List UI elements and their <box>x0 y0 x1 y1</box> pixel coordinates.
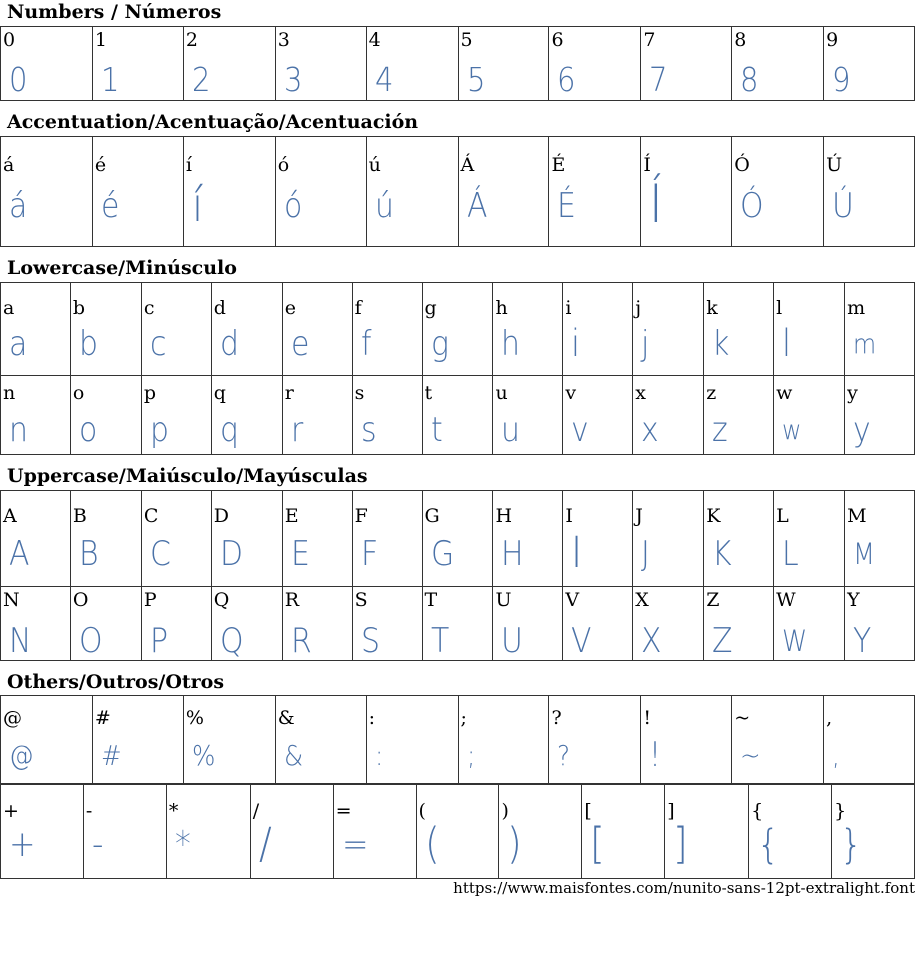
glyph-label: ~ <box>734 707 751 729</box>
glyph-sample: / <box>258 818 272 869</box>
glyph-label: i <box>565 297 572 319</box>
glyph-cell-u3b <box>459 696 550 784</box>
glyph-label: é <box>94 154 107 176</box>
glyph-cell-7 <box>641 27 732 101</box>
glyph-cell-x <box>633 375 704 455</box>
glyph-label: h <box>495 297 508 319</box>
glyph-cell-u2c <box>824 696 915 784</box>
glyph-sample: j <box>641 324 650 364</box>
glyph-cell-6 <box>549 27 641 101</box>
glyph-cell-upper-x <box>633 586 704 661</box>
glyph-label: q <box>213 382 226 404</box>
glyph-label: ; <box>460 707 467 729</box>
glyph-cell-u21 <box>641 696 732 784</box>
glyph-label: t <box>424 382 433 404</box>
glyph-label: H <box>495 505 513 527</box>
glyph-sample: É <box>557 186 577 226</box>
glyph-cell-u3a <box>367 696 459 784</box>
glyph-sample: G <box>430 534 454 574</box>
glyph-sample: H <box>501 534 524 574</box>
glyph-cell-s <box>353 375 423 455</box>
glyph-label: 1 <box>94 29 107 51</box>
glyph-cell-3 <box>276 27 367 101</box>
glyph-grid-lowercase-1 <box>0 282 915 376</box>
glyph-cell-ufa <box>367 137 459 247</box>
glyph-label: Í <box>643 154 651 176</box>
glyph-label: m <box>847 297 866 319</box>
glyph-sample: l <box>782 322 792 366</box>
glyph-label: 2 <box>185 29 198 51</box>
glyph-cell-m <box>845 283 915 376</box>
glyph-cell-5 <box>459 27 550 101</box>
glyph-cell-upper-a <box>1 491 71 587</box>
glyph-label: Z <box>706 589 720 611</box>
glyph-sample: e <box>290 324 310 364</box>
glyph-label: I <box>565 505 573 527</box>
glyph-sample: u <box>501 410 521 450</box>
glyph-sample: Í <box>649 173 664 235</box>
glyph-sample: r <box>290 410 303 450</box>
glyph-label: T <box>424 589 438 611</box>
glyph-cell-upper-j <box>633 491 704 587</box>
glyph-label: b <box>72 297 86 319</box>
glyph-sample: N <box>9 621 32 661</box>
glyph-grid-others-1 <box>0 695 915 784</box>
glyph-label: J <box>635 505 643 527</box>
glyph-cell-u <box>493 375 563 455</box>
glyph-cell-uda <box>824 137 915 247</box>
glyph-label: Q <box>213 589 230 611</box>
glyph-cell-u2d <box>84 785 167 879</box>
glyph-label: ? <box>551 707 562 729</box>
glyph-cell-upper-k <box>704 491 774 587</box>
glyph-label: Á <box>460 154 475 176</box>
glyph-sample: 4 <box>374 60 394 99</box>
glyph-cell-u2b <box>1 785 84 879</box>
glyph-label: / <box>252 800 260 822</box>
glyph-sample: % <box>191 739 216 772</box>
glyph-cell-l <box>774 283 845 376</box>
glyph-sample: 8 <box>740 60 759 99</box>
glyph-label: 9 <box>826 29 839 51</box>
glyph-sample: 1 <box>100 60 120 99</box>
glyph-sample: t <box>430 410 443 450</box>
glyph-sample: b <box>78 324 98 364</box>
glyph-sample: 6 <box>557 60 576 99</box>
glyph-label: & <box>277 707 295 729</box>
glyph-cell-u26 <box>276 696 367 784</box>
glyph-sample: { <box>757 821 780 868</box>
glyph-label: 0 <box>3 29 16 51</box>
glyph-cell-u7b <box>749 785 832 879</box>
glyph-sample: á <box>9 186 28 226</box>
glyph-sample: k <box>712 324 730 364</box>
glyph-sample: m <box>853 329 877 361</box>
glyph-label: Ú <box>826 154 843 176</box>
glyph-sample: L <box>782 534 799 574</box>
glyph-sample: @ <box>9 739 34 772</box>
glyph-label: = <box>335 800 352 822</box>
glyph-sample: U <box>501 621 524 661</box>
glyph-sample: z <box>712 410 728 450</box>
glyph-cell-upper-z <box>704 586 774 661</box>
glyph-sample: ú <box>374 186 394 226</box>
glyph-label: N <box>3 589 20 611</box>
glyph-sample: p <box>149 410 169 450</box>
glyph-sample: + <box>9 824 36 865</box>
glyph-label: f <box>354 297 362 319</box>
glyph-label: l <box>776 297 783 319</box>
glyph-cell-upper-h <box>493 491 563 587</box>
glyph-cell-u40 <box>1 696 93 784</box>
glyph-label: R <box>284 589 299 611</box>
glyph-cell-4 <box>367 27 459 101</box>
glyph-sample: D <box>219 534 243 574</box>
glyph-label: y <box>847 382 858 404</box>
glyph-cell-u3f <box>549 696 641 784</box>
glyph-grid-uppercase-1 <box>0 490 915 587</box>
glyph-label: s <box>354 382 365 404</box>
glyph-cell-q <box>212 375 283 455</box>
glyph-cell-j <box>633 283 704 376</box>
glyph-sample: ) <box>507 818 523 869</box>
glyph-sample: 5 <box>466 60 486 99</box>
glyph-sample: s <box>360 410 377 450</box>
glyph-cell-u28 <box>417 785 500 879</box>
glyph-sample: [ <box>590 818 606 869</box>
glyph-cell-g <box>423 283 494 376</box>
glyph-sample: A <box>9 534 30 574</box>
glyph-cell-u5d <box>665 785 749 879</box>
glyph-cell-u29 <box>499 785 582 879</box>
glyph-label: v <box>565 382 577 404</box>
glyph-cell-ued <box>184 137 276 247</box>
glyph-sample: w <box>782 415 802 447</box>
glyph-label: e <box>284 297 296 319</box>
glyph-cell-u25 <box>184 696 276 784</box>
glyph-sample: W <box>782 624 808 658</box>
glyph-label: a <box>3 297 15 319</box>
glyph-label: c <box>143 297 155 319</box>
glyph-label: @ <box>3 707 22 729</box>
glyph-cell-u2f <box>251 785 334 879</box>
glyph-cell-8 <box>732 27 824 101</box>
glyph-label: x <box>635 382 647 404</box>
glyph-cell-t <box>423 375 494 455</box>
source-url: https://www.maisfontes.com/nunito-sans-12pt-extralight.font <box>453 879 915 897</box>
glyph-label: % <box>185 707 204 729</box>
glyph-cell-0 <box>1 27 93 101</box>
glyph-label: w <box>776 382 793 404</box>
glyph-sample: ! <box>649 735 662 776</box>
glyph-cell-c <box>142 283 212 376</box>
glyph-cell-n <box>1 375 71 455</box>
glyph-cell-upper-g <box>423 491 494 587</box>
glyph-cell-ue9 <box>93 137 184 247</box>
glyph-cell-upper-i <box>563 491 633 587</box>
glyph-cell-u23 <box>93 696 184 784</box>
glyph-label: : <box>368 707 376 729</box>
glyph-cell-ue1 <box>1 137 93 247</box>
glyph-cell-w <box>774 375 845 455</box>
glyph-label: B <box>72 505 87 527</box>
glyph-sample: h <box>501 324 521 364</box>
glyph-label: k <box>706 297 718 319</box>
glyph-cell-upper-p <box>142 586 212 661</box>
glyph-cell-upper-n <box>1 586 71 661</box>
glyph-cell-upper-b <box>71 491 142 587</box>
glyph-sample: # <box>100 739 122 772</box>
glyph-cell-ud3 <box>732 137 824 247</box>
glyph-sample: ( <box>424 818 440 869</box>
glyph-cell-2 <box>184 27 276 101</box>
glyph-sample: o <box>78 410 98 450</box>
glyph-cell-u7d <box>832 785 915 879</box>
glyph-label: 4 <box>368 29 381 51</box>
glyph-label: É <box>551 154 566 176</box>
glyph-label: E <box>284 505 299 527</box>
glyph-cell-upper-l <box>774 491 845 587</box>
glyph-label: + <box>3 800 19 822</box>
glyph-label: * <box>168 800 179 822</box>
glyph-cell-b <box>71 283 142 376</box>
glyph-cell-upper-s <box>353 586 423 661</box>
glyph-cell-a <box>1 283 71 376</box>
glyph-cell-h <box>493 283 563 376</box>
glyph-cell-upper-e <box>283 491 353 587</box>
glyph-label: L <box>776 505 789 527</box>
glyph-cell-upper-f <box>353 491 423 587</box>
glyph-label: M <box>847 505 867 527</box>
glyph-cell-upper-w <box>774 586 845 661</box>
glyph-cell-9 <box>824 27 915 101</box>
glyph-label: ) <box>501 800 509 822</box>
glyph-cell-f <box>353 283 423 376</box>
glyph-cell-upper-t <box>423 586 494 661</box>
glyph-sample: } <box>840 821 863 868</box>
section-title-others: Others/Outros/Otros <box>7 671 225 693</box>
glyph-cell-d <box>212 283 283 376</box>
glyph-sample: f <box>360 324 372 364</box>
glyph-label: Y <box>847 589 860 611</box>
glyph-label: D <box>213 505 229 527</box>
glyph-label: X <box>635 589 649 611</box>
glyph-grid-others-2 <box>0 784 915 879</box>
glyph-label: á <box>3 154 15 176</box>
glyph-sample: y <box>853 410 871 450</box>
glyph-label: - <box>85 800 93 822</box>
glyph-cell-upper-y <box>845 586 915 661</box>
glyph-cell-u7e <box>732 696 824 784</box>
glyph-label: U <box>495 589 512 611</box>
glyph-label: ! <box>643 707 651 729</box>
glyph-cell-o <box>71 375 142 455</box>
glyph-sample: F <box>360 534 378 574</box>
glyph-sample: Y <box>853 621 872 661</box>
glyph-label: O <box>72 589 89 611</box>
glyph-sample: g <box>430 324 449 364</box>
glyph-sample: Ú <box>832 186 855 226</box>
glyph-cell-u3d <box>334 785 417 879</box>
glyph-label: } <box>834 800 847 822</box>
glyph-cell-upper-v <box>563 586 633 661</box>
glyph-cell-v <box>563 375 633 455</box>
glyph-cell-upper-m <box>845 491 915 587</box>
glyph-cell-uc9 <box>549 137 641 247</box>
glyph-sample: O <box>78 621 103 661</box>
glyph-label: o <box>72 382 85 404</box>
glyph-sample: I <box>571 527 583 578</box>
glyph-label: u <box>495 382 508 404</box>
glyph-sample: a <box>9 324 28 364</box>
glyph-sample: & <box>283 739 303 772</box>
glyph-label: # <box>94 707 111 729</box>
glyph-label: 8 <box>734 29 747 51</box>
section-title-uppercase: Uppercase/Maiúsculo/Mayúsculas <box>7 465 368 487</box>
glyph-sample: , <box>832 739 840 772</box>
glyph-label: A <box>3 505 17 527</box>
glyph-sample: c <box>149 324 167 364</box>
glyph-grid-accentuation <box>0 136 915 247</box>
glyph-grid-lowercase-2 <box>0 375 915 455</box>
glyph-sample: 0 <box>9 60 28 99</box>
glyph-sample: Ó <box>740 186 764 226</box>
glyph-cell-z <box>704 375 774 455</box>
glyph-sample: C <box>149 534 171 574</box>
glyph-label: W <box>776 589 796 611</box>
glyph-sample: i <box>571 322 581 366</box>
glyph-label: V <box>565 589 580 611</box>
glyph-label: 3 <box>277 29 290 51</box>
glyph-label: g <box>424 297 437 319</box>
glyph-label: j <box>635 297 642 319</box>
glyph-label: ú <box>368 154 381 176</box>
glyph-label: z <box>706 382 717 404</box>
glyph-sample: = <box>341 824 369 865</box>
glyph-sample: V <box>571 621 592 661</box>
glyph-sample: q <box>219 410 239 450</box>
glyph-sample: M <box>853 537 876 571</box>
glyph-sample: é <box>100 186 120 226</box>
glyph-cell-upper-r <box>283 586 353 661</box>
glyph-cell-uc1 <box>459 137 550 247</box>
section-title-lowercase: Lowercase/Minúsculo <box>7 257 237 279</box>
glyph-sample: Q <box>219 621 244 661</box>
section-title-accentuation: Accentuation/Acentuação/Acentuación <box>7 111 419 133</box>
glyph-cell-u5b <box>582 785 665 879</box>
glyph-label: ] <box>667 800 675 822</box>
glyph-label: Ó <box>734 154 750 176</box>
glyph-sample: R <box>290 621 312 661</box>
glyph-label: [ <box>584 800 592 822</box>
glyph-label: { <box>751 800 764 822</box>
glyph-sample: Á <box>466 186 488 226</box>
glyph-label: , <box>826 707 833 729</box>
glyph-sample: S <box>360 621 380 661</box>
glyph-sample: B <box>78 534 99 574</box>
glyph-cell-upper-u <box>493 586 563 661</box>
section-title-numbers: Numbers / Números <box>7 1 222 23</box>
glyph-grid-numbers <box>0 26 915 101</box>
glyph-label: 7 <box>643 29 656 51</box>
glyph-cell-upper-o <box>71 586 142 661</box>
glyph-sample: 7 <box>649 60 668 99</box>
glyph-sample: ~ <box>740 739 761 772</box>
glyph-sample: x <box>641 410 660 450</box>
glyph-sample: ] <box>673 818 689 869</box>
glyph-cell-r <box>283 375 353 455</box>
glyph-label: F <box>354 505 368 527</box>
glyph-sample: n <box>9 410 28 450</box>
glyph-sample: 9 <box>832 60 851 99</box>
glyph-label: í <box>185 154 192 176</box>
glyph-cell-1 <box>93 27 184 101</box>
glyph-label: P <box>143 589 157 611</box>
glyph-cell-uf3 <box>276 137 367 247</box>
glyph-cell-upper-d <box>212 491 283 587</box>
glyph-cell-i <box>563 283 633 376</box>
glyph-sample: E <box>290 534 310 574</box>
glyph-cell-e <box>283 283 353 376</box>
glyph-cell-upper-c <box>142 491 212 587</box>
glyph-cell-upper-q <box>212 586 283 661</box>
glyph-sample: K <box>712 534 732 574</box>
glyph-label: S <box>354 589 368 611</box>
glyph-label: n <box>3 382 16 404</box>
glyph-cell-ucd <box>641 137 732 247</box>
glyph-sample: ? <box>557 739 571 772</box>
glyph-label: 5 <box>460 29 473 51</box>
glyph-sample: v <box>571 410 590 450</box>
glyph-sample: X <box>641 621 662 661</box>
glyph-sample: - <box>91 824 104 865</box>
glyph-sample: ; <box>466 739 475 772</box>
glyph-label: G <box>424 505 440 527</box>
glyph-sample: J <box>641 534 651 574</box>
glyph-sample: í <box>191 177 204 232</box>
glyph-cell-u2a <box>167 785 251 879</box>
glyph-label: 6 <box>551 29 564 51</box>
glyph-label: p <box>143 382 157 404</box>
glyph-sample: P <box>149 621 168 661</box>
glyph-label: C <box>143 505 159 527</box>
glyph-sample: d <box>219 324 239 364</box>
glyph-grid-uppercase-2 <box>0 586 915 661</box>
glyph-label: ( <box>418 800 426 822</box>
glyph-sample: T <box>430 621 449 661</box>
glyph-label: ó <box>277 154 290 176</box>
glyph-cell-y <box>845 375 915 455</box>
glyph-sample: ó <box>283 186 303 226</box>
glyph-label: r <box>284 382 294 404</box>
glyph-sample: 2 <box>191 60 211 99</box>
glyph-label: K <box>706 505 721 527</box>
glyph-sample: : <box>374 739 383 772</box>
glyph-sample: * <box>174 824 191 865</box>
glyph-cell-k <box>704 283 774 376</box>
glyph-cell-p <box>142 375 212 455</box>
glyph-label: d <box>213 297 226 319</box>
glyph-sample: Z <box>712 621 733 661</box>
glyph-sample: 3 <box>283 60 303 99</box>
